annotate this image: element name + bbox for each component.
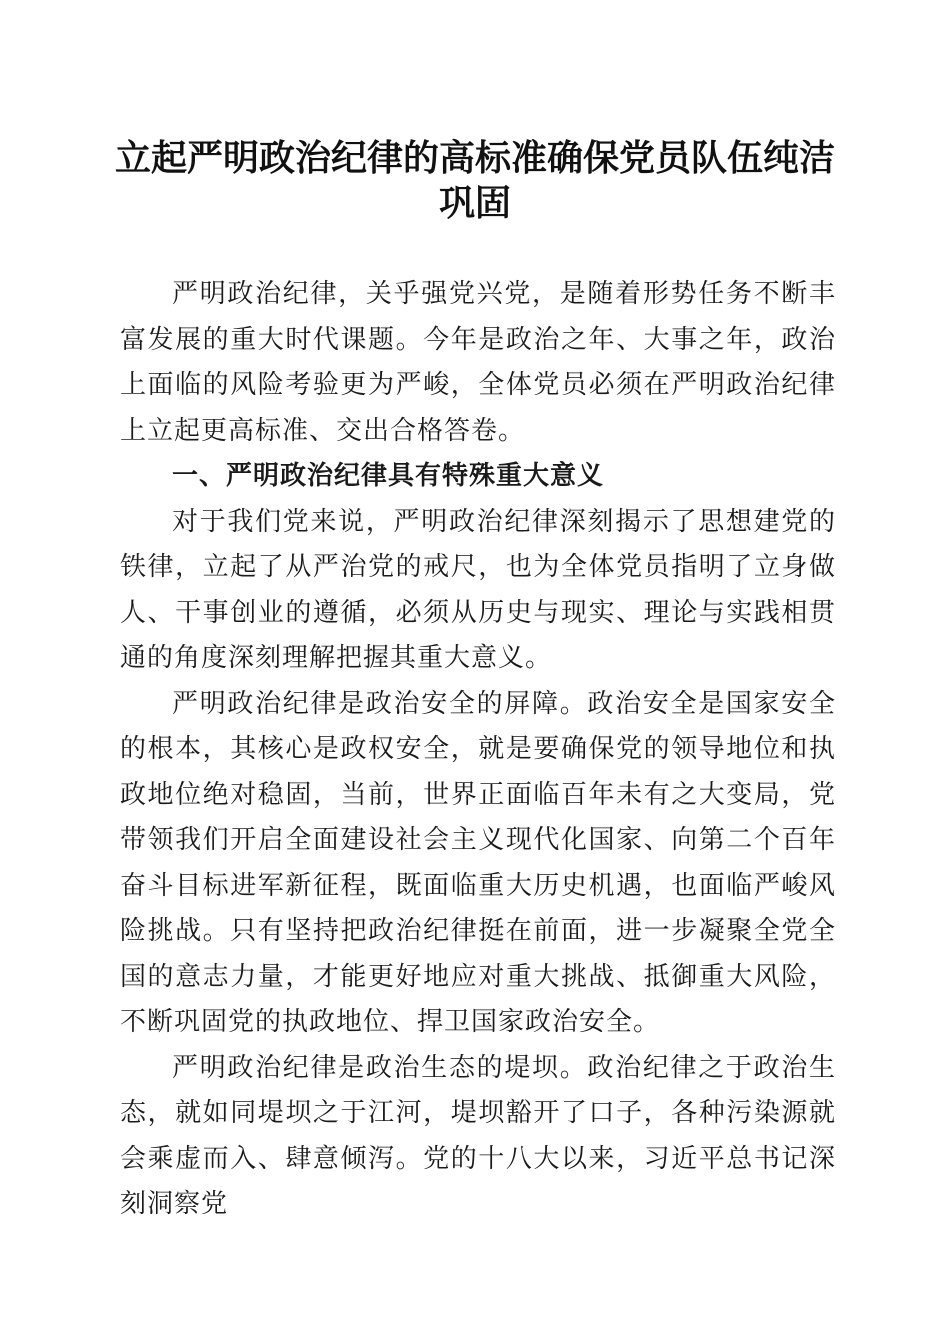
intro-paragraph: 严明政治纪律，关乎强党兴党，是随着形势任务不断丰富发展的重大时代课题。今年是政治之年、大事之年，政治上面临的风险考验更为严峻，全体党员必须在严明政治纪律上立起更高标准、交出合格答卷。 bbox=[120, 279, 836, 446]
body-paragraph: 严明政治纪律是政治生态的堤坝。政治纪律之于政治生态，就如同堤坝之于江河，堤坝豁开了口子，各种污染源就会乘虚而入、肆意倾泻。党的十八大以来，习近平总书记深刻洞察党 bbox=[120, 1052, 836, 1219]
document-title: 立起严明政治纪律的高标准确保党员队伍纯洁巩固 bbox=[114, 137, 835, 224]
body-paragraph: 对于我们党来说，严明政治纪律深刻揭示了思想建党的铁律，立起了从严治党的戒尺，也为全体党员指明了立身做人、干事创业的遵循，必须从历史与现实、理论与实践相贯通的角度深刻理解把握其重大意义。 bbox=[120, 506, 836, 673]
document-body bbox=[120, 272, 836, 1228]
section-heading: 一、严明政治纪律具有特殊重大意义 bbox=[172, 461, 605, 491]
body-paragraph: 严明政治纪律是政治安全的屏障。政治安全是国家安全的根本，其核心是政权安全，就是要确保党的领导地位和执政地位绝对稳固，当前，世界正面临百年未有之大变局，党带领我们开启全面建设社会主义现代化国家、向第二个百年奋斗目标进军新征程，既面临重大历史机遇，也面临严峻风险挑战。只有坚持把政治纪律挺在前面，进一步凝聚全党全国的意志力量，才能更好地应对重大挑战、抵御重大风险，不断巩固党的执政地位、捍卫国家政治安全。 bbox=[120, 688, 836, 1037]
